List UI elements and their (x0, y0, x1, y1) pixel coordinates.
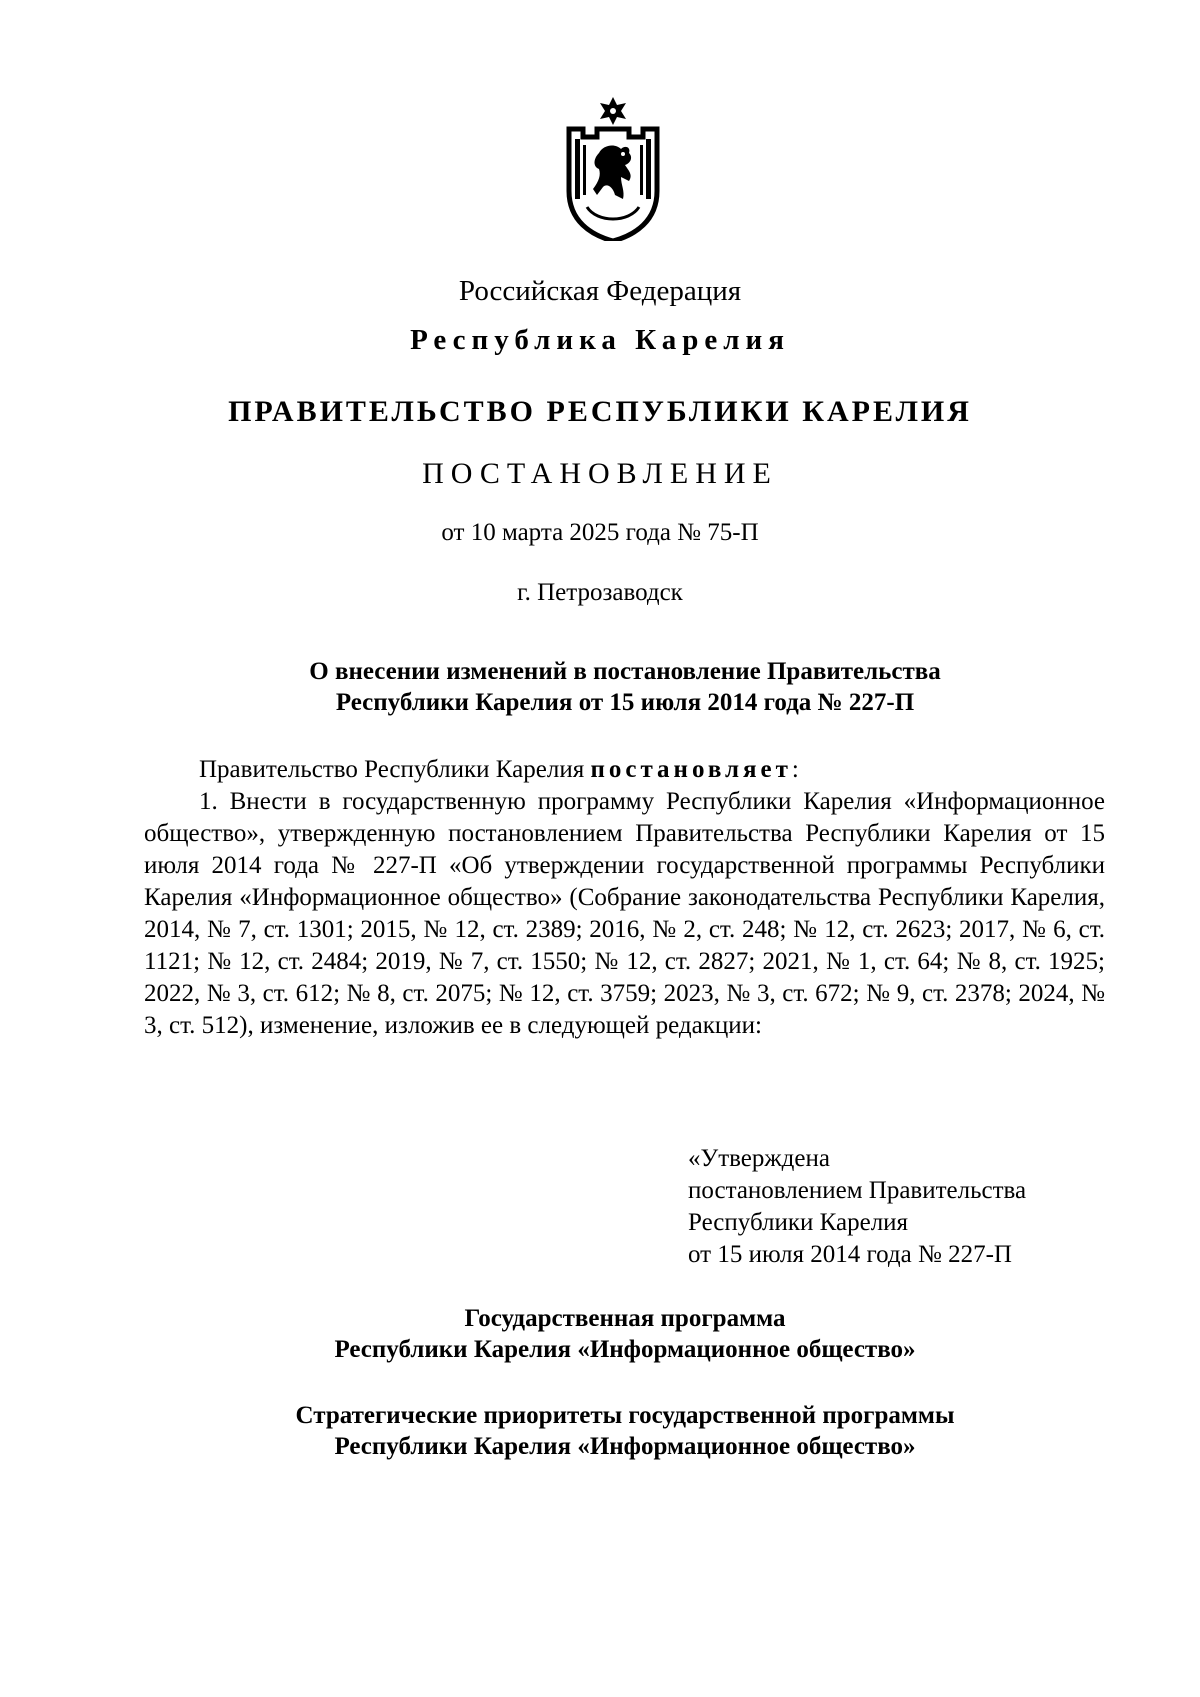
document-date-number: от 10 марта 2025 года № 75-П (441, 519, 759, 546)
paragraph-1: 1. Внести в государственную программу Республики Карелия «Информационное общество», утвержденную постановлением Правительства Республики Карелия от 15 июля 2014 года № 227-П «Об утверждении государственной программы Республики Карелия «Информационное общество» (Собрание законодательства Республики Карелия, 2014, № 7, ст. 1301; 2015, № 12, ст. 2389; 2016, № 2, ст. 248; № 12, ст. 2623; 2017, № 6, ст. 1121; № 12, ст. 2484; 2019, № 7, ст. 1550; № 12, ст. 2827; 2021, № 1, ст. 64; № 8, ст. 1925; 2022, № 3, ст. 612; № 8, ст. 2075; № 12, ст. 3759; 2023, № 3, ст. 672; № 9, ст. 2378; 2024, № 3, ст. 512), изменение, изложив ее в следующей редакции: (144, 788, 1105, 1039)
approval-line-3: Республики Карелия (688, 1209, 909, 1236)
document-title-line-2: Республики Карелия от 15 июля 2014 года № 227-П (335, 689, 915, 716)
intro-verb: постановляет (590, 756, 792, 783)
document-type: ПОСТАНОВЛЕНИЕ (422, 457, 778, 490)
program-title-line-1: Государственная программа (464, 1305, 786, 1332)
government-name: ПРАВИТЕЛЬСТВО РЕСПУБЛИКИ КАРЕЛИЯ (228, 395, 972, 428)
resolution-intro (144, 754, 1105, 786)
approval-line-4: от 15 июля 2014 года № 227-П (688, 1241, 1012, 1268)
program-title (140, 1303, 1110, 1365)
priorities-title (140, 1400, 1110, 1462)
approval-line-1: «Утверждена (688, 1145, 830, 1172)
priorities-title-line-1: Стратегические приоритеты государственной программы (295, 1402, 955, 1429)
program-title-line-2: Республики Карелия «Информационное общество» (334, 1336, 916, 1363)
priorities-title-line-2: Республики Карелия «Информационное общество» (334, 1433, 916, 1460)
document-title (140, 656, 1110, 718)
document-title-line-1: О внесении изменений в постановление Правительства (309, 658, 941, 685)
republic-name: Республика Карелия (410, 324, 790, 356)
karelia-coat-of-arms-icon (563, 95, 663, 241)
approval-line-2: постановлением Правительства (688, 1177, 1027, 1204)
approval-stamp (688, 1143, 1026, 1271)
intro-prefix: Правительство Республики Карелия (199, 756, 585, 783)
country-name: Российская Федерация (458, 275, 742, 307)
document-city: г. Петрозаводск (517, 579, 683, 606)
intro-suffix: : (791, 756, 799, 783)
